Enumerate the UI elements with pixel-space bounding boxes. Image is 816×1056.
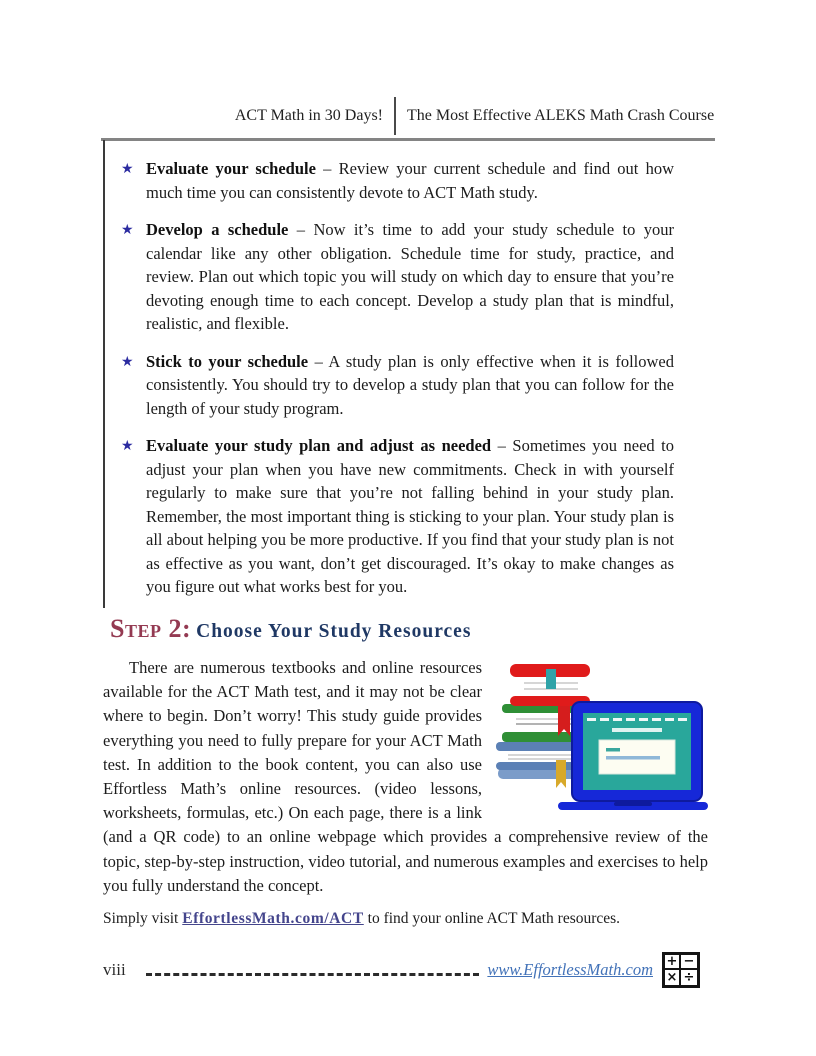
bullet-separator: – — [497, 436, 513, 455]
resources-section — [103, 656, 708, 928]
visit-suffix: to find your online ACT Math resources. — [363, 910, 621, 928]
plus-icon: + — [665, 955, 681, 970]
divide-icon: ÷ — [683, 970, 695, 985]
bullet-body: Now it’s time to add your study schedule to your calendar like any other obligation. Schedule time for study, practice, and review. Plan out which topic you will study on which day to ensure that you’re devoting enough time to each concept. Develop a study plan that is mindful, realistic, and flexible. — [146, 220, 675, 333]
minus-icon: − — [681, 955, 697, 970]
star-bullet-icon: ★ — [121, 353, 134, 370]
effortlessmath-website-link[interactable]: www.EffortlessMath.com — [487, 960, 653, 979]
resources-paragraph: There are numerous textbooks and online resources available for the ACT Math test, and it may not be clear where to begin. Don’t worry! This study guide provides everything you need to fully prepare for your ACT Math test. In addition to the book content, you can also use Effortless Math’s online resources. (video lessons, worksheets, formulas, etc.) On each page, there is a link (and a QR code) to an online webpage which provides a comprehensive review of the topic, step-by-step instruction, video tutorial, and numerous examples and exercises to help you fully understand the concept. — [103, 658, 708, 895]
panel-text-line — [606, 748, 620, 752]
page-number: viii — [103, 960, 126, 979]
bullet-lead: Stick to your schedule — [146, 351, 309, 371]
bullet-lead: Develop a schedule — [146, 220, 289, 239]
yellow-ribbon-bookmark — [556, 760, 566, 788]
teal-bookmark-tab — [546, 669, 556, 689]
header-book-title: ACT Math in 30 Days! — [234, 107, 383, 124]
list-item — [121, 350, 674, 421]
header-rule — [101, 138, 715, 141]
study-tips-list — [121, 157, 674, 613]
bullet-separator: – — [296, 220, 314, 239]
bullet-lead: Evaluate your schedule — [146, 159, 316, 178]
laptop-screen-title — [612, 728, 662, 732]
bullet-lead: Evaluate your study plan and adjust as needed — [146, 436, 492, 455]
laptop-base-notch — [614, 802, 652, 806]
left-margin-line — [103, 140, 105, 608]
books-and-laptop-illustration — [496, 656, 708, 810]
visit-prefix: Simply visit — [103, 910, 183, 928]
visit-line — [103, 910, 708, 928]
bullet-body: A study plan is only effective when it is followed consistently. You should try to develop a study plan that you can follow for the length of your study program. — [146, 351, 675, 418]
bullet-body: Sometimes you need to adjust your plan when you have new commitments. Check in with yourself regularly to make sure that you’re not falling behind in your study plan. Remember, the most important thing is sticking to your plan. Your study plan is all about helping you be more productive. If you find that your study plan is not as effective as you want, don’t get discouraged. It’s okay to make changes as you figure out what works best for you. — [146, 436, 675, 596]
star-bullet-icon: ★ — [121, 161, 134, 177]
bullet-separator: – — [314, 351, 329, 371]
page-footer — [103, 952, 700, 988]
act-resources-link[interactable]: EffortlessMath.com/ACT — [182, 910, 364, 928]
star-bullet-icon: ★ — [121, 438, 134, 454]
list-item — [121, 157, 674, 204]
header-subtitle: The Most Effective ALEKS Math Crash Course — [407, 107, 715, 124]
step-number-label: Step 2: — [110, 614, 192, 643]
list-item — [121, 434, 674, 599]
step-title: Choose Your Study Resources — [196, 621, 472, 642]
section-heading — [110, 614, 471, 644]
footer-dashed-line — [146, 973, 480, 976]
panel-text-line — [606, 756, 660, 760]
list-item — [121, 218, 674, 336]
bullet-body: Review your current schedule and find out how much time you can consistently devote to ACT Math study. — [146, 159, 675, 202]
star-bullet-icon: ★ — [121, 222, 134, 238]
bullet-separator: – — [323, 159, 339, 178]
multiply-icon: × — [665, 970, 681, 985]
page-header — [103, 97, 715, 135]
math-operations-logo-icon — [662, 952, 700, 988]
